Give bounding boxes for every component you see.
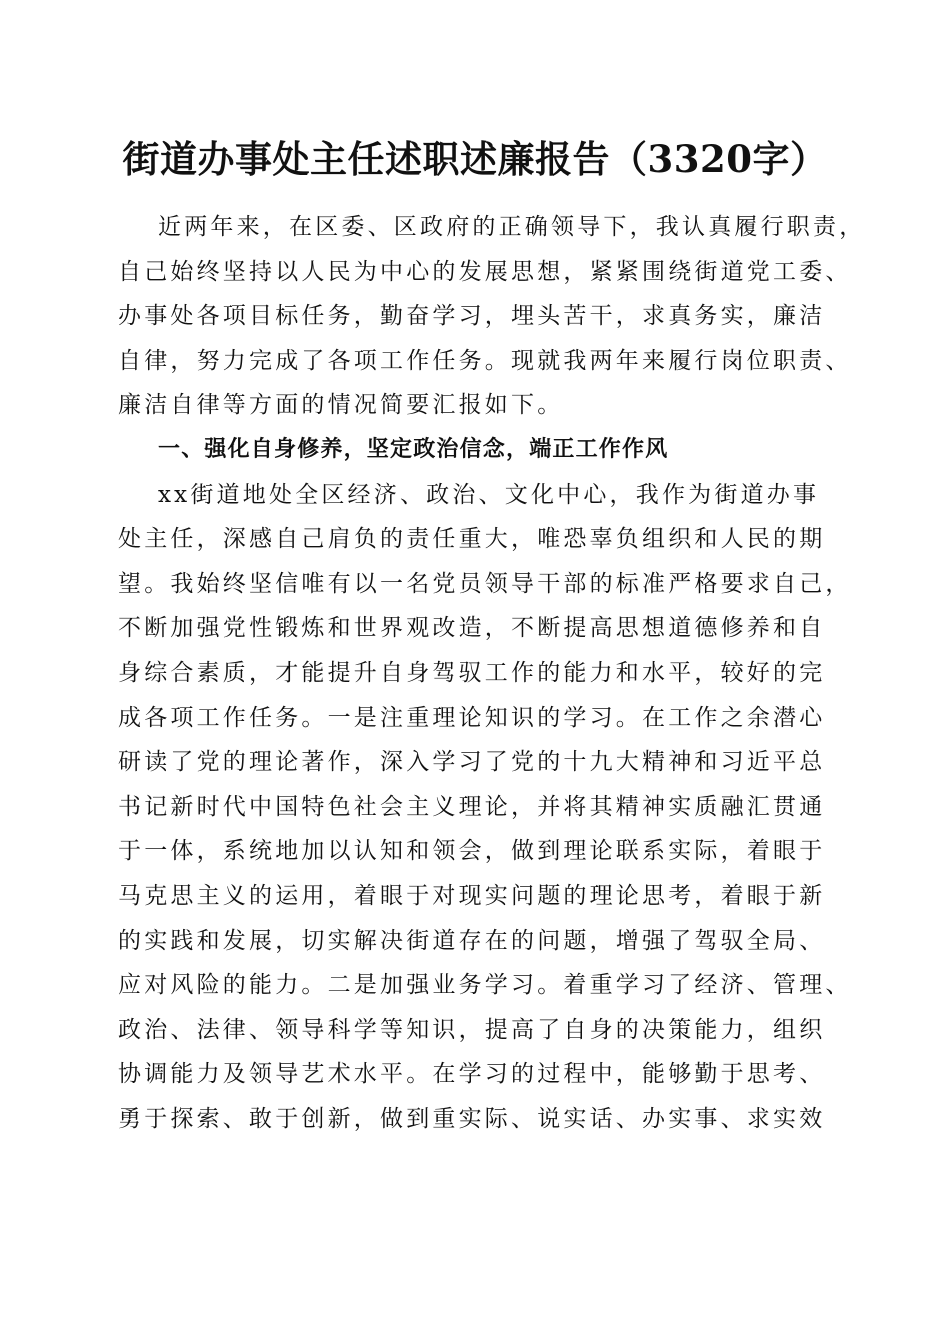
paragraph-line: xx街道地处全区经济、政治、文化中心，我作为街道办事 bbox=[158, 481, 820, 508]
paragraph-line: 勇于探索、敢于创新，做到重实际、说实话、办实事、求实效 bbox=[118, 1105, 826, 1132]
paragraph-line: 自己始终坚持以人民为中心的发展思想，紧紧围绕街道党工委、 bbox=[118, 258, 852, 285]
paragraph-line: 办事处各项目标任务，勤奋学习，埋头苦干，求真务实，廉洁 bbox=[118, 303, 826, 330]
paragraph-line: 研读了党的理论著作，深入学习了党的十九大精神和习近平总 bbox=[118, 749, 826, 776]
paragraph-line: 马克思主义的运用，着眼于对现实问题的理论思考，着眼于新 bbox=[118, 882, 826, 909]
paragraph-line: 应对风险的能力。二是加强业务学习。着重学习了经济、管理、 bbox=[118, 972, 852, 999]
paragraph-line: 处主任，深感自己肩负的责任重大，唯恐辜负组织和人民的期 bbox=[118, 526, 826, 553]
document-title: 街道办事处主任述职述廉报告（3320字） bbox=[122, 137, 828, 181]
document-body bbox=[118, 205, 866, 1141]
paragraph-line: 成各项工作任务。一是注重理论知识的学习。在工作之余潜心 bbox=[118, 704, 826, 731]
paragraph-line: 身综合素质，才能提升自身驾驭工作的能力和水平，较好的完 bbox=[118, 659, 826, 686]
paragraph-line: 于一体，系统地加以认知和领会，做到理论联系实际，着眼于 bbox=[118, 838, 826, 865]
paragraph-line: 不断加强党性锻炼和世界观改造，不断提高思想道德修养和自 bbox=[118, 615, 826, 642]
paragraph-line: 近两年来，在区委、区政府的正确领导下，我认真履行职责， bbox=[158, 214, 866, 240]
paragraph-line: 协调能力及领导艺术水平。在学习的过程中，能够勤于思考、 bbox=[118, 1061, 826, 1088]
paragraph-line: 廉洁自律等方面的情况简要汇报如下。 bbox=[118, 392, 564, 419]
paragraph-line: 望。我始终坚信唯有以一名党员领导干部的标准严格要求自己， bbox=[118, 570, 852, 597]
paragraph-line: 的实践和发展，切实解决街道存在的问题，增强了驾驭全局、 bbox=[118, 927, 826, 954]
section-heading: 一、强化自身修养，坚定政治信念，端正工作作风 bbox=[158, 436, 669, 462]
paragraph-line: 书记新时代中国特色社会主义理论，并将其精神实质融汇贯通 bbox=[118, 793, 826, 820]
paragraph-line: 政治、法律、领导科学等知识，提高了自身的决策能力，组织 bbox=[118, 1016, 826, 1043]
paragraph-line: 自律，努力完成了各项工作任务。现就我两年来履行岗位职责、 bbox=[118, 347, 852, 374]
